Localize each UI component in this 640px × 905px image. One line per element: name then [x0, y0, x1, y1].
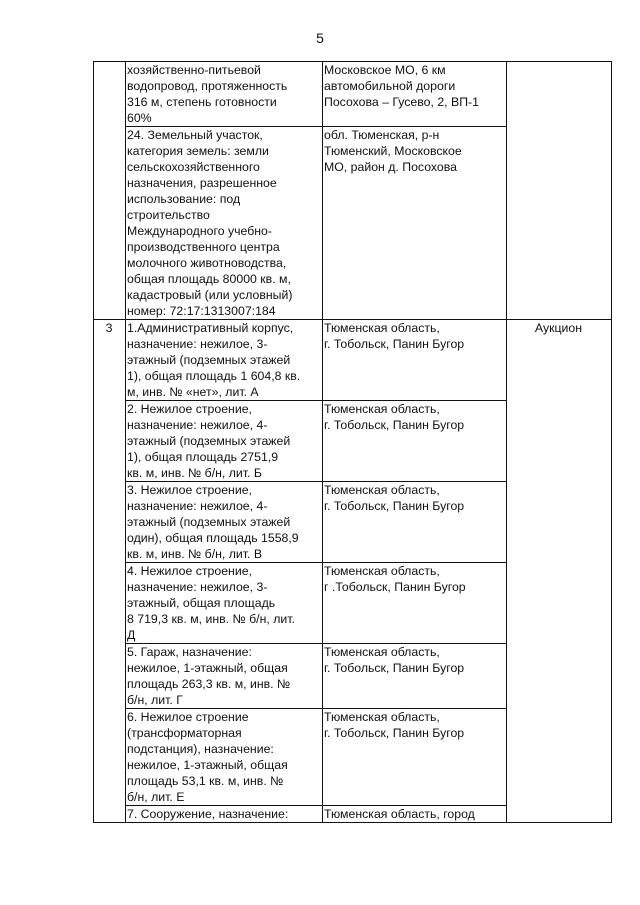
property-description-cell: 5. Гараж, назначение: нежилое, 1-этажный, общая площадь 263,3 кв. м, инв. № б/н, лит. Г — [126, 644, 323, 709]
property-description-cell: хозяйственно-питьевой водопровод, протяженность 316 м, степень готовности 60% — [126, 62, 323, 127]
table-row — [94, 62, 612, 127]
property-description-cell: 1.Административный корпус, назначение: нежилое, 3- этажный (подземных этажей 1), общая площадь 1 604,8 кв. м, инв. № «нет», лит. А — [126, 320, 323, 401]
property-description-cell: 7. Сооружение, назначение: — [126, 806, 323, 823]
sale-method-cell — [507, 62, 612, 320]
sale-method-cell: Аукцион — [507, 320, 612, 823]
row-number-cell — [94, 62, 126, 320]
row-number-cell: 3 — [94, 320, 126, 823]
property-address-cell: Тюменская область, город — [323, 806, 507, 823]
page-number: 5 — [316, 30, 324, 46]
table-row — [94, 320, 612, 401]
property-address-cell: Тюменская область, г. Тобольск, Панин Бугор — [323, 482, 507, 563]
property-address-cell: обл. Тюменская, р-н Тюменский, Московское МО, район д. Посохова — [323, 127, 507, 320]
property-description-cell: 2. Нежилое строение, назначение: нежилое, 4- этажный (подземных этажей 1), общая площадь 2751,9 кв. м, инв. № б/н, лит. Б — [126, 401, 323, 482]
property-address-cell: Тюменская область, г. Тобольск, Панин Бугор — [323, 401, 507, 482]
property-description-cell: 6. Нежилое строение (трансформаторная подстанция), назначение: нежилое, 1-этажный, общая площадь 53,1 кв. м, инв. № б/н, лит. Е — [126, 709, 323, 806]
property-table — [93, 61, 612, 823]
property-description-cell: 4. Нежилое строение, назначение: нежилое, 3- этажный, общая площадь 8 719,3 кв. м, инв. № б/н, лит. Д — [126, 563, 323, 644]
property-description-cell: 3. Нежилое строение, назначение: нежилое, 4- этажный (подземных этажей один), общая площадь 1558,9 кв. м, инв. № б/н, лит. В — [126, 482, 323, 563]
property-address-cell: Тюменская область, г .Тобольск, Панин Бугор — [323, 563, 507, 644]
property-address-cell: Тюменская область, г. Тобольск, Панин Бугор — [323, 644, 507, 709]
property-address-cell: Московское МО, 6 км автомобильной дороги Посохова – Гусево, 2, ВП-1 — [323, 62, 507, 127]
property-address-cell: Тюменская область, г. Тобольск, Панин Бугор — [323, 709, 507, 806]
property-description-cell: 24. Земельный участок, категория земель: земли сельскохозяйственного назначения, разрешенное использование: под строительство Международного учебно- производственного центра молочного животноводства, общая площадь 80000 кв. м, кадастровый (или условный) номер: 72:17:1313007:184 — [126, 127, 323, 320]
property-table-body — [94, 62, 612, 823]
property-address-cell: Тюменская область, г. Тобольск, Панин Бугор — [323, 320, 507, 401]
